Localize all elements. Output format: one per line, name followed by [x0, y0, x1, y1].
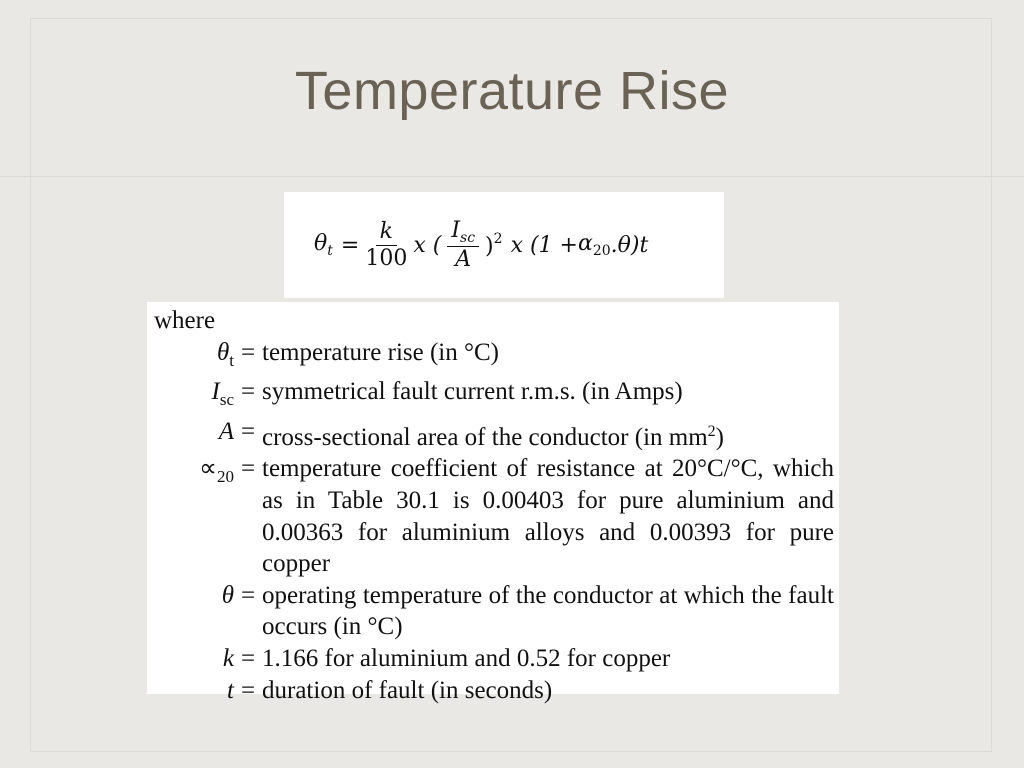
definition-symbol: θ: [221, 581, 234, 609]
formula-times-1: x (: [413, 232, 442, 258]
title-divider: [0, 176, 1024, 177]
definition-row: $\propto_{20}$ = temperature coefficient of resistance at 20°C/°C, which as in Table 30.1 is 0.00403 for pure aluminium and 0.00363 for aluminium alloys and 0.00393 for pure copper: [154, 453, 839, 579]
formula-times-2: x (1 +: [510, 232, 578, 258]
definition-symbol: t: [227, 676, 234, 704]
definition-symbol: k: [222, 644, 234, 672]
definition-row: $I_{sc}$ = symmetrical fault current r.m.s. (in Amps): [154, 376, 839, 416]
definition-symbol: θ: [216, 338, 230, 366]
definitions-intro: where: [154, 307, 216, 334]
definition-text: temperature rise (in °C): [262, 338, 499, 366]
definition-symbol: A: [218, 417, 234, 445]
formula-image: [284, 192, 724, 298]
formula-power: )$^2$: [485, 231, 503, 259]
definition-symbol: ∝: [199, 455, 217, 483]
definition-row: t = duration of fault (in seconds): [154, 675, 839, 707]
formula-lhs: $\theta_t$: [314, 231, 333, 259]
definition-text: symmetrical fault current r.m.s. (in Amps): [262, 378, 683, 406]
definition-text: temperature coefficient of resistance at 20°C/°C, which as in Table 30.1 is 0.00403 for pure aluminium and 0.00363 for aluminium alloys and 0.00393 for pure copper: [262, 455, 834, 578]
formula-tail: .θ)t: [610, 232, 649, 258]
formula-fraction-isc: $\frac{I_{sc}}{A}$: [447, 218, 479, 272]
definition-text: cross-sectional area of the conductor (in $mm^2$): [262, 422, 724, 451]
slide-title: Temperature Rise: [294, 61, 730, 121]
definition-row: A = cross-sectional area of the conductor (in $mm^2$): [154, 416, 839, 454]
definition-row: θ = operating temperature of the conductor at which the fault occurs (in °C): [154, 580, 839, 643]
definition-symbol: I: [211, 378, 220, 406]
formula-alpha: $\alpha_{20}$: [577, 231, 611, 259]
definitions-image: [147, 302, 839, 704]
definition-text: operating temperature of the conductor at which the fault occurs (in °C): [262, 581, 834, 641]
formula-equals: =: [340, 232, 360, 258]
definition-text: duration of fault (in seconds): [262, 676, 553, 704]
definition-row: $\theta_t$ = temperature rise (in °C): [154, 337, 839, 377]
formula-fraction-k: $\frac{k}{100}$: [365, 219, 408, 271]
definition-row: k = 1.166 for aluminium and 0.52 for copper: [154, 643, 839, 675]
definition-text: 1.166 for aluminium and 0.52 for copper: [262, 644, 671, 672]
